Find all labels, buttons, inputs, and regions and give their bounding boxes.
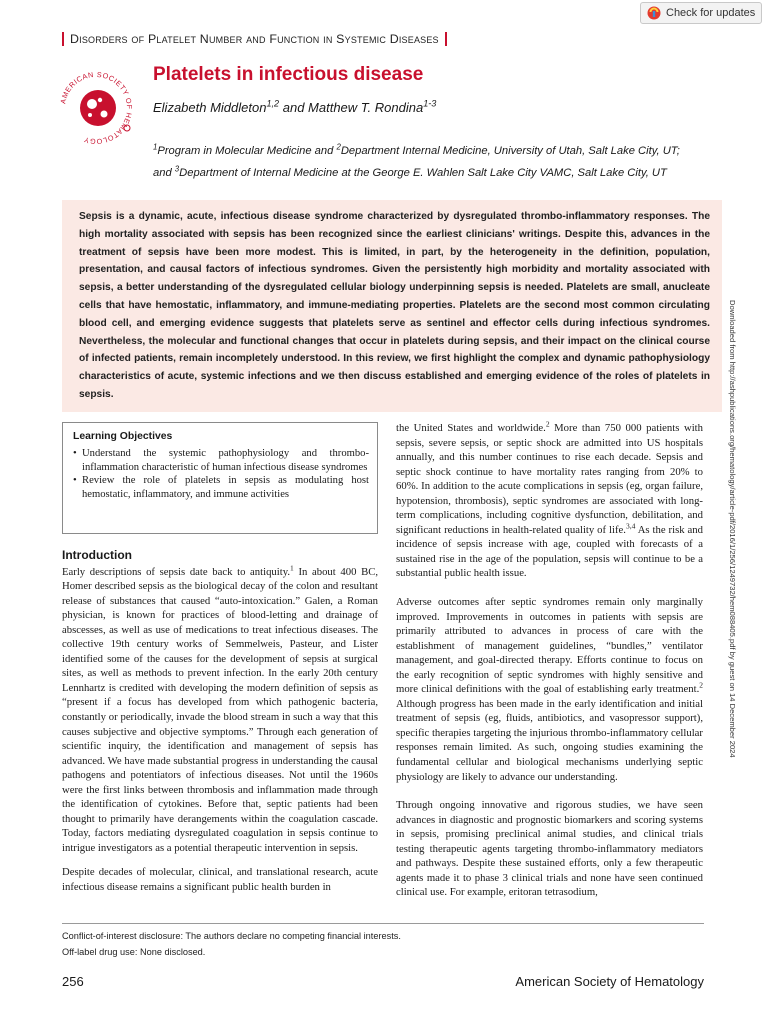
learning-objectives-heading: Learning Objectives: [73, 431, 173, 442]
text-run: In about 400 BC, Homer described sepsis as the biological decay of the colon and resultant release of substances that caused “auto-intoxication.” Galen, a Roman physician, is known for practices of blood-letting and drainage of abscesses, as well as use of medications to treat infectious diseases. The collective 19th century works of Semmelweis, Pasteur, and Lister identified some of the causes for the development of sepsis at surgical sites, as well as methods to prevent infection. In the early 20th century Lennhartz is credited with developing the modern definition of sepsis as “present if a focus has developed from which pathogenic bacteria, constantly or periodically, invade the blood stream in such a way that this causes subjective and objective symptoms.” Through each generation of scientific inquiry, the identification and management of sepsis has advanced. We have made substantial progress in understanding the causal pathogens and potentiators of infectious diseases. Not until the 1960s were the first links between thrombosis and inflammation made through the identification of cytokines. Before that, septic patients had been thought to primarily have derangements within the coagulation cascade. Today, factors mediating dysregulated coagulation in sepsis continue to intrigue investigators as a potential therapeutic intervention in sepsis.: [62, 565, 379, 854]
section-heading-introduction: Introduction: [62, 548, 132, 562]
list-item: • Review the role of platelets in sepsis as modulating host hemostatic, inflammatory, and immune activities: [73, 474, 369, 501]
right-column: [396, 421, 703, 910]
check-for-updates-label: Check for updates: [666, 7, 756, 19]
body-paragraph: Through ongoing innovative and rigorous studies, we have seen advances in diagnostic and prognostic biomarkers and scoring systems in sepsis, promising preclinical animal studies, and clinical trials testing therapeutic agents targeting thrombo-inflammatory mediators and pathways. Despite these sustained efforts, only a few therapeutic agents made it to phase 3 clinical trials and none have seen continued clinical use. For example, eritoran tetrasodium,: [396, 799, 703, 899]
citation-marker: 1: [290, 562, 294, 572]
list-item: • Understand the systemic pathophysiology and thrombo-inflammation characteristic of human infectious disease syndromes: [73, 447, 369, 474]
crossmark-icon: [647, 6, 661, 20]
affiliation-marker: 2: [336, 142, 341, 152]
ash-logo: [56, 68, 136, 148]
conflict-of-interest-note: Conflict-of-interest disclosure: The authors declare no competing financial interests.: [62, 931, 401, 941]
text-run: More than 750 000 patients with sepsis, severe sepsis, or septic shock are admitted into US hospitals annually, and this number continues to rise each decade. Sepsis and septic shock continue to have mortality rates ranging from 20% to 60%. In addition to the acute complications in sepsis (eg, organ failure, hypotension, thrombosis), septic syndromes are associated with long-term complications, including cognitive dysfunction, debilitation, and significant reductions in health-related quality of life.: [396, 422, 703, 536]
text-run: Early descriptions of sepsis date back to antiquity.: [62, 565, 291, 578]
citation-marker: 3,4: [625, 521, 636, 531]
check-for-updates-button[interactable]: [640, 2, 762, 24]
author-list: [153, 100, 436, 115]
affiliation-marker: 3: [174, 164, 180, 174]
affiliation-text: Department Internal Medicine, University of Utah, Salt Lake City, UT;: [340, 145, 680, 157]
citation-marker: 2: [545, 419, 550, 429]
left-column: [62, 548, 378, 905]
abstract-text: Sepsis is a dynamic, acute, infectious disease syndrome characterized by dysregulated thrombo-inflammatory responses. The high mortality associated with sepsis has been recognized since the earliest clinicians' writings. Despite this, advances in the treatment of sepsis have been more modest. This is limited, in part, by the heterogeneity in the definition, population, presentation, and causal factors of infectious syndromes. Given the persistently high morbidity and mortality associated with sepsis, a better understanding of the dysregulated cellular biology underpinning sepsis is needed. Platelets are small, anucleate cells that have hemostatic, inflammatory, and immune-mediating properties. Platelets are the second most common circulating blood cell, and emerging evidence suggests that platelets serve as sentinel and effector cells during infectious syndromes. Nevertheless, the molecular and functional changes that occur in platelets during sepsis, and their impact on the clinical course of infected patients, remain incompletely understood. In this review, we first highlight the complex and dynamic pathophysiology characteristics of acute, systemic infections and we then discuss established and emerging evidence of the roles of platelets in sepsis.: [79, 211, 710, 400]
text-run: Adverse outcomes after septic syndromes remain only marginally improved. Improvements in outcomes in patients with sepsis are primarily attributed to advances in process of care with the establishment of management guidelines, “bundles,” ventilator management, and goal-directed therapy. Efforts continue to focus on the early recognition of septic syndromes with highly sensitive and more clinical definitions with the goal of establishing early treatment.: [396, 596, 703, 696]
affiliation-text: Program in Molecular Medicine and: [157, 145, 337, 157]
text-run: the United States and worldwide.: [396, 422, 546, 434]
learning-objectives-list: [73, 447, 369, 501]
header-divider: [62, 32, 64, 46]
affiliation-text: Department of Internal Medicine at the George E. Wahlen Salt Lake City VAMC, Salt Lake City, UT: [179, 167, 667, 179]
affiliation-marker: 1-3: [423, 98, 437, 109]
body-paragraph: [62, 562, 379, 856]
series-header: [62, 30, 447, 48]
body-paragraph: [396, 595, 703, 784]
article-title: Platelets in infectious disease: [153, 64, 424, 85]
affiliation-marker: 1: [153, 142, 158, 152]
author-name: Elizabeth Middleton: [153, 100, 267, 115]
body-paragraph: Despite decades of molecular, clinical, and translational research, acute infectious disease remains a significant public health burden in: [62, 866, 378, 894]
affiliations: [153, 140, 718, 184]
text-run: Although progress has been made in the early identification and initial treatment of sepsis (eg, fluids, antibiotics, and vasopressor support), specific therapies targeting the injurious thrombo-inflammatory cellular responses remain limited. As such, ongoing studies examining the fundamental cellular and biological mechanisms underlying septic physiology are likely to advance our understanding.: [396, 697, 703, 783]
off-label-note: Off-label drug use: None disclosed.: [62, 947, 206, 957]
author-name: Matthew T. Rondina: [308, 100, 424, 115]
page-number: 256: [62, 974, 84, 989]
affiliation-marker: 1,2: [266, 98, 280, 109]
footnotes: [62, 928, 702, 960]
download-note-text: Downloaded from http://ashpublications.org/hematology/article-pdf/2016/1/256/1249732/hem088405.pdf by guest on 14 December 2024: [728, 300, 737, 758]
author-conjunction: and: [279, 100, 309, 115]
download-note: [728, 300, 749, 1000]
abstract-box: [62, 200, 722, 412]
affiliation-text: and: [153, 167, 175, 179]
footnote-divider: [62, 923, 704, 924]
citation-marker: 2: [699, 680, 703, 690]
journal-name: American Society of Hematology: [515, 974, 704, 989]
svg-text:AMERICAN SOCIETY OF HEMATOLOGY: AMERICAN SOCIETY OF HEMATOLOGY: [58, 69, 135, 147]
learning-objectives-box: [62, 422, 378, 534]
body-paragraph: [396, 421, 703, 581]
series-title: Disorders of Platelet Number and Function in Systemic Diseases: [70, 32, 439, 46]
header-divider: [445, 32, 447, 46]
text-run: As the risk and incidence of sepsis increase with age, coupled with forecasts of a sustained rise in the age of the population, sepsis will continue to be a substantial public health issue.: [396, 523, 703, 580]
